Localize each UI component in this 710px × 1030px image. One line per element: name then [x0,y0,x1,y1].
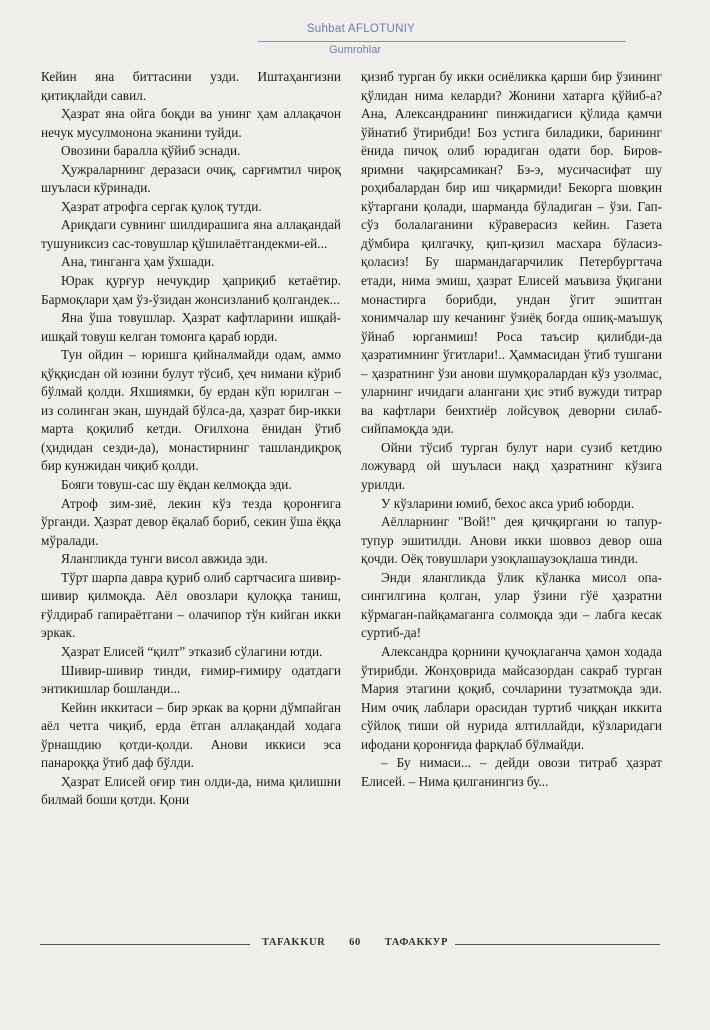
paragraph: қизиб турган бу икки осиёликка қарши бир ўзининг қўлидан нима келарди? Жонини хатарга қўйиб-а? Ана, Александранинг пинжидагиси қўлида қамчи ўйнатиб ўтирибди! Боз устига биладики, барининг ёнида пичоқ олиб юрадиган одати бор. Биров-яримни чақирсамикан? Бэ-э, мусичасифат шу роҳибалардан бир иш чиқармиди! Бекорга шовқин кўтаргани қолади, шармандa бўладиган – ўзи. Гап-сўз болалаганини кўраверасиз кейин. Газета дўмбира қилгачку, қип-қизил масхара бўласиз-қоласиз! Бу шармандагарчилик Петербургтача етади, нима эмиш, ҳазрат Елисей маъвиза ўқигани монастирга борибди, ундан ўгит эшитган хонимчалар шу кечанинг ўзиёқ боғда ошиқ-маъшуқ ўйнаб юрганмиш! Роса таъсир қилибди-да ҳазратимнинг ўгитлари!.. Ҳаммасидан ўтиб тушгани – ҳазратнинг ўзи анови шумқоралардан кўз узолмас, уларнинг ичидаги алангани ҳис этиб вужуди титрар ва кафтлари беихтиёр лойсувоқ деворни силаб-сийпамоқда эди. [361,69,662,437]
paragraph: Ҳазрат Елисей оғир тин олди-да, нима қилишни билмай боши қотди. Қони [41,773,341,808]
paragraph: Ҳазрат Елисей “қилт” этказиб сўлагини ютди. [61,643,323,659]
paragraph: Кейин иккитаси – бир эркак ва қорни дўмпайган аёл четга чиқиб, ерда ётган аллақандай ходага ўрнашдию қотди-қолди. Анови иккиси эса панароққа ўтиб даф бўлди. [41,699,341,771]
paragraph: Кейин яна биттасини узди. Иштаҳангизни қитиқлайди савил. [41,69,341,103]
paragraph: – Бу нимаси... – дейди овози титраб ҳазрат Елисей. – Нима қилганингиз бу... [361,755,662,789]
footer-label [262,937,448,948]
right-text-column [361,68,662,791]
paragraph: Ҳазрат атрофга сергак қулоқ тутди. [61,198,262,214]
paragraph: Ҳазрат яна ойга боқди ва унинг ҳам аллақачон нечук мусулмонона эканини туйди. [41,106,341,140]
header-rule [258,41,626,42]
running-header [0,22,710,36]
paragraph: Овозини баралла қўйиб эснади. [61,143,241,159]
paragraph: Ана, тинганга ҳам ўхшади. [61,254,215,270]
journal-name-latin: TAFAKKUR [262,937,326,948]
page-number: 60 [349,937,361,948]
footer-rule-right [455,944,660,945]
left-text-column [41,68,341,810]
paragraph: Аёлларнинг "Вой!" дея қичқиргани ю тапур-тупур эшитилди. Анови икки шоввоз девор оша қочди. Оёқ товушлари узоқлашаузоқлаша тинди. [361,514,662,567]
paragraph: Юрак қурғур нечукдир ҳаприқиб кетаётир. Бармоқлари ҳам ўз-ўзидан жонсизланиб қолгандек... [41,273,341,307]
author-name: Suhbat AFLOTUNIY [306,23,416,35]
journal-name-cyrillic: ТАФАККУР [384,937,448,948]
story-title: Gumrohlar [329,44,381,56]
paragraph: Атроф зим-зиё, лекин кўз тезда қоронғига ўрганди. Ҳазрат девор ёқалаб бориб, секин ўша ёққа мўралади. [41,495,341,548]
paragraph: Шивир-шивир тинди, ғимир-ғимиру одатдаги энтикишлар бошланди... [41,662,341,697]
footer-rule-left [40,944,250,945]
paragraph: Ариқдаги сувнинг шилдирашига яна аллақандай тушуниксиз сас-товушлар қўшилаётгандекми-ей... [41,217,341,251]
paragraph: Яна ўша товушлар. Ҳазрат кафтларини ишқай-ишқай товуш келган томонга қараб юрди. [41,310,341,344]
page-footer [0,935,710,955]
paragraph: Бояги товуш-сас шу ёқдан келмоқда эди. [61,477,292,493]
paragraph: У кўзларини юмиб, бехос акса уриб юборди. [381,495,635,511]
paragraph: Тўрт шарпа давра қуриб олиб сартчасига шивир-шивир қилмоқда. Аёл овозлари қулоққа таниш, ғўлдираб гапираётгани – олачипор тўн кийган икки эркак. [41,569,341,641]
paragraph: Александра қорнини қучоқлаганча ҳамон ходада ўтирибди. Жонҳоврида майсазордан сакраб турган Мария этагини қоқиб, сочларини тузатмоқда эди. Ним очиқ лаблари орасидан туртиб чиққан иккита сўйлоқ тиши ой нурида ялтиллайди, кўзларидаги ифодани қоронғида фарқлаб бўлмайди. [361,643,662,752]
paragraph: Ҳужраларнинг деразаси очиқ, сарғимтил чироқ шуъласи кўринади. [41,161,341,196]
paragraph: Энди ялангликда ўлик кўланка мисол опа-сингилгина қолган, улар ўзини гўё ҳазратни кўрмаган-пайқамаганга солмоқда эди – лабга кесак суртиб-да! [361,569,662,641]
paragraph: Ойни тўсиб турган булут нари сузиб кетдию ложувард ой шуъласи нақд ҳазратнинг кўзига урилди. [361,439,662,493]
paragraph: Ялангликда тунги висол авжида эди. [61,551,268,567]
paragraph: Тун ойдин – юришга қийналмайди одам, аммо қўққисдан ой юзини булут тўсиб, ҳеч нимани кўриб бўлмай қолди. Яхшиямки, бу ердан кўп юрилган – из солинган экан, шундай бўлса-да, ҳазрат бир-икки марта қоқилиб кетди. Оғилхона ёнидан ўтиб (ҳидидан сезди-да), монастирнинг ташландиқроқ бир кунжидан чиқиб қолди. [41,347,341,474]
